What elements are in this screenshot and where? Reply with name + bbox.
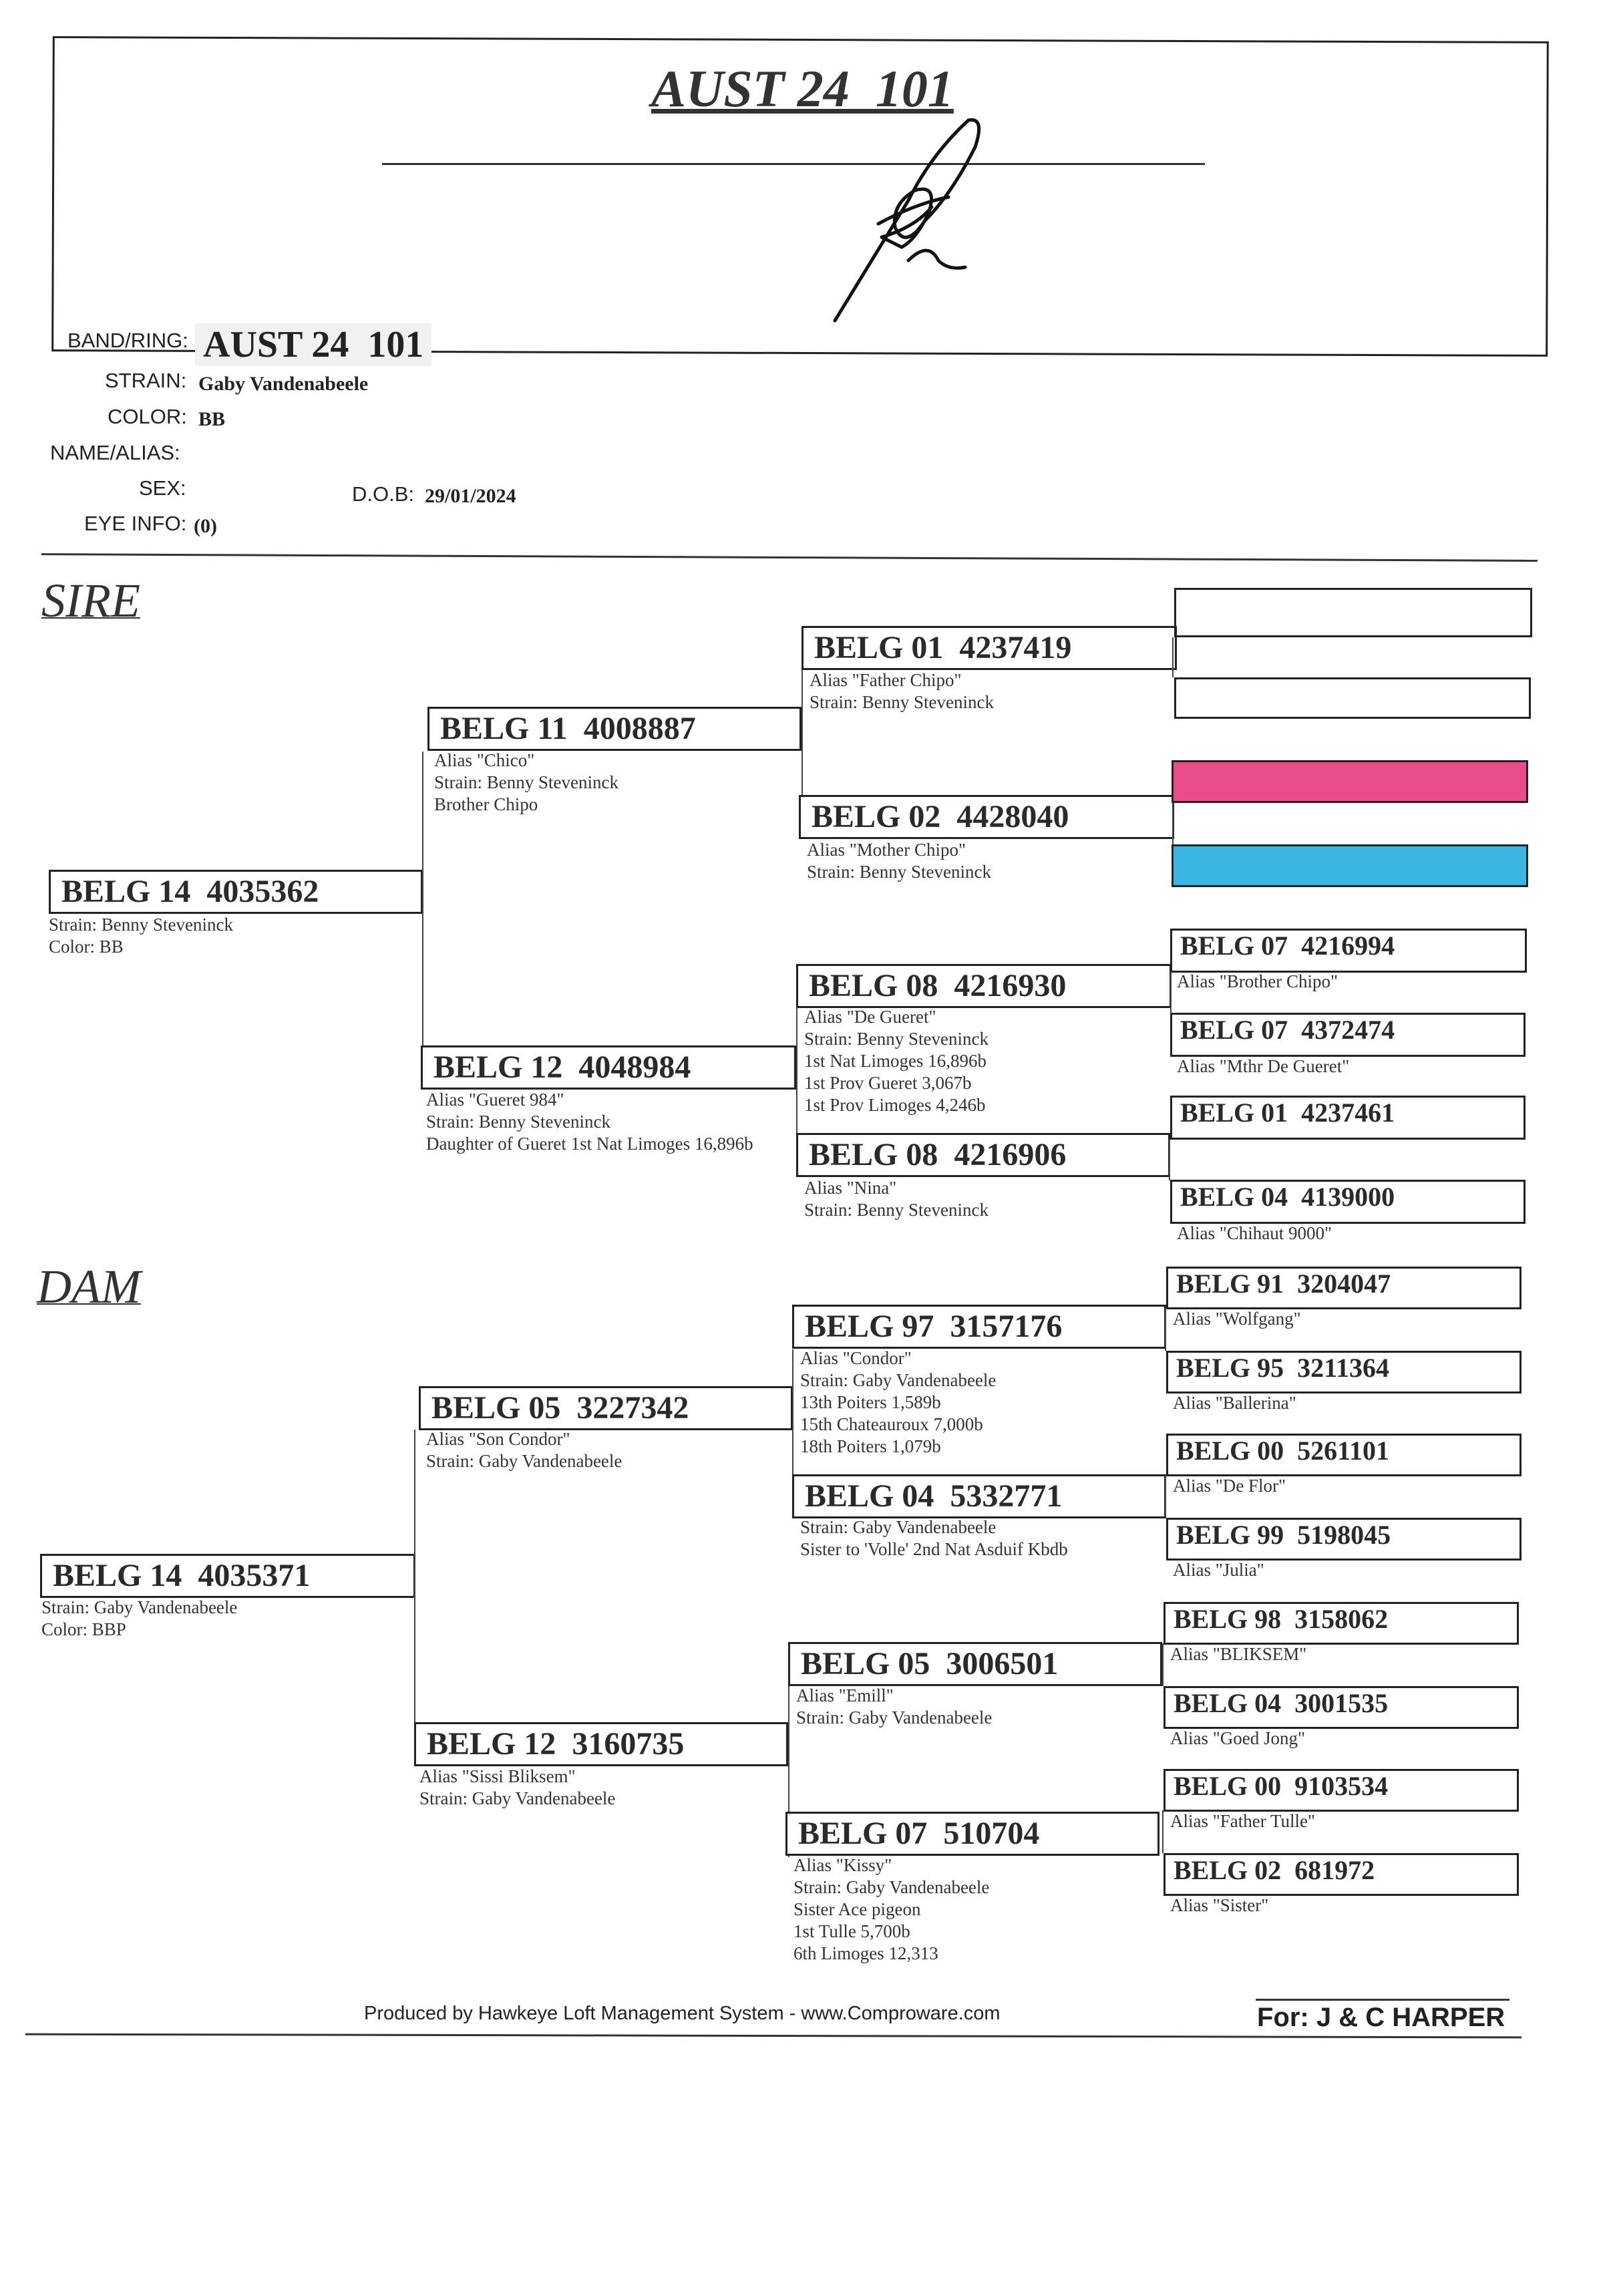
dam-dam-sire-dam-info: Alias "Goed Jong" — [1170, 1728, 1306, 1748]
dam-sire-sire-dam-info: Alias "Ballerina" — [1173, 1393, 1296, 1413]
pedigree-connector — [1165, 1475, 1166, 1518]
dam-sire-sire-sire-ring-box: BELG 91 3204047 — [1166, 1267, 1522, 1309]
dam-sire-sire-sire-info: Alias "Wolfgang" — [1173, 1309, 1301, 1329]
sire-section-label: SIRE — [41, 574, 140, 627]
pedigree-connector — [1162, 1643, 1164, 1686]
footer-for-overline — [1256, 1999, 1509, 2001]
band-value: AUST 24 101 — [195, 323, 431, 366]
color-label: COLOR: — [108, 405, 187, 428]
sire-dam-ring-box: BELG 12 4048984 — [421, 1045, 796, 1090]
dam-sire-dam-sire-info: Alias "De Flor" — [1173, 1476, 1286, 1496]
sire-ring-box: BELG 14 4035362 — [49, 870, 423, 914]
pedigree-connector — [1172, 637, 1174, 677]
eye-info-label: EYE INFO: — [84, 512, 187, 535]
sire-sire-sire-info: Alias "Father Chipo" Strain: Benny Steveninck — [810, 670, 994, 712]
sire-dam-dam-dam-ring-box: BELG 04 4139000 — [1170, 1180, 1526, 1224]
dam-ring-box: BELG 14 4035371 — [40, 1554, 415, 1598]
dam-sire-dam-info: Strain: Gaby Vandenabeele Sister to 'Volle' 2nd Nat Asduif Kbdb — [800, 1517, 1068, 1559]
sire-sire-dam-ring-box: BELG 02 4428040 — [799, 795, 1174, 839]
sire-dam-sire-dam-info: Alias "Mthr De Gueret" — [1177, 1056, 1350, 1076]
sire-dam-sire-sire-info: Alias "Brother Chipo" — [1177, 971, 1338, 991]
dam-bracket — [414, 1430, 415, 1764]
sire-dam-info: Alias "Gueret 984" Strain: Benny Steveninck Daughter of Gueret 1st Nat Limoges 16,896b — [426, 1090, 753, 1154]
footer-produced-by: Produced by Hawkeye Loft Management System - www.Comproware.com — [364, 2003, 1001, 2024]
dam-dam-sire-ring-box: BELG 05 3006501 — [788, 1642, 1162, 1686]
footer-for-client: For: J & C HARPER — [1257, 2003, 1505, 2032]
sire-sire-sire-dam-box — [1174, 677, 1531, 719]
sex-label: SEX: — [139, 476, 186, 500]
band-label: BAND/RING: — [67, 329, 188, 352]
header-ring-title: AUST 24 101 — [651, 59, 954, 118]
dam-dam-sire-info: Alias "Emill" Strain: Gaby Vandenabeele — [796, 1685, 993, 1728]
details-divider — [41, 553, 1538, 562]
dam-dam-info: Alias "Sissi Bliksem" Strain: Gaby Vandenabeele — [419, 1766, 616, 1808]
dam-sire-ring-box: BELG 05 3227342 — [419, 1386, 793, 1430]
pedigree-connector — [1162, 1810, 1164, 1853]
sire-bracket — [422, 752, 423, 1055]
dam-section-label: DAM — [37, 1260, 141, 1313]
sire-sire-info: Alias "Chico" Strain: Benny Steveninck Brother Chipo — [434, 750, 618, 814]
dam-sire-dam-dam-info: Alias "Julia" — [1173, 1560, 1264, 1580]
dam-dam-dam-sire-info: Alias "Father Tulle" — [1170, 1811, 1316, 1831]
strain-value: Gaby Vandenabeele — [198, 373, 369, 395]
dam-dam-sire-sire-info: Alias "BLIKSEM" — [1170, 1644, 1307, 1664]
dam-sire-dam-sire-ring-box: BELG 00 5261101 — [1166, 1434, 1522, 1476]
sire-dam-sire-info: Alias "De Gueret" Strain: Benny Steveninck 1st Nat Limoges 16,896b 1st Prov Gueret 3,067b 1st Prov Limoges 4,246b — [804, 1007, 989, 1115]
sire-dam-dam-ring-box: BELG 08 4216906 — [796, 1133, 1170, 1177]
sire-sire-sire-ring-box: BELG 01 4237419 — [801, 626, 1177, 670]
sire-info: Strain: Benny Steveninck Color: BB — [49, 915, 233, 957]
footer-divider — [25, 2033, 1522, 2039]
blue-color-bar — [1172, 844, 1528, 887]
dam-dam-dam-ring-box: BELG 07 510704 — [785, 1812, 1159, 1856]
signature-graphic — [815, 107, 1015, 334]
pedigree-connector — [1172, 802, 1174, 844]
sire-dam-dam-info: Alias "Nina" Strain: Benny Steveninck — [804, 1178, 989, 1220]
sire-sire-sire-sire-box — [1174, 588, 1532, 637]
dam-dam-dam-dam-ring-box: BELG 02 681972 — [1164, 1853, 1519, 1896]
pedigree-connector — [1165, 1308, 1166, 1351]
dam-sire-dam-ring-box: BELG 04 5332771 — [792, 1474, 1166, 1518]
eye-info-value: (0) — [194, 515, 217, 537]
dam-sire-info: Alias "Son Condor" Strain: Gaby Vandenabeele — [426, 1429, 622, 1471]
dam-dam-dam-dam-info: Alias "Sister" — [1170, 1895, 1269, 1915]
sire-dam-dam-sire-ring-box: BELG 01 4237461 — [1170, 1096, 1526, 1140]
dam-sire-sire-info: Alias "Condor" Strain: Gaby Vandenabeele 13th Poiters 1,589b 15th Chateauroux 7,000b 18th Poiters 1,079b — [800, 1348, 997, 1456]
sire-sire-ring-box: BELG 11 4008887 — [427, 707, 801, 751]
dam-dam-dam-sire-ring-box: BELG 00 9103534 — [1164, 1769, 1519, 1812]
pedigree-connector — [1170, 972, 1172, 1013]
sire-dam-sire-sire-ring-box: BELG 07 4216994 — [1170, 929, 1527, 973]
dam-sire-dam-dam-ring-box: BELG 99 5198045 — [1166, 1518, 1522, 1561]
sire-sire-dam-info: Alias "Mother Chipo" Strain: Benny Steveninck — [807, 840, 991, 882]
dam-dam-sire-dam-ring-box: BELG 04 3001535 — [1164, 1686, 1519, 1729]
dam-dam-ring-box: BELG 12 3160735 — [414, 1722, 788, 1766]
dam-dam-dam-info: Alias "Kissy" Strain: Gaby Vandenabeele Sister Ace pigeon 1st Tulle 5,700b 6th Limoges 12,313 — [793, 1855, 990, 1963]
sire-dam-sire-dam-ring-box: BELG 07 4372474 — [1170, 1013, 1526, 1057]
strain-label: STRAIN: — [105, 369, 187, 392]
sire-dam-dam-dam-info: Alias "Chihaut 9000" — [1177, 1223, 1332, 1243]
pink-color-bar — [1172, 760, 1528, 803]
dam-info: Strain: Gaby Vandenabeele Color: BBP — [41, 1597, 238, 1639]
name-alias-label: NAME/ALIAS: — [50, 441, 180, 464]
dam-sire-sire-dam-ring-box: BELG 95 3211364 — [1166, 1351, 1522, 1393]
color-value: BB — [198, 408, 226, 430]
header-signature-line — [382, 163, 1205, 165]
sire-dam-sire-ring-box: BELG 08 4216930 — [796, 964, 1172, 1008]
dam-dam-sire-sire-ring-box: BELG 98 3158062 — [1164, 1602, 1519, 1645]
dob-value: 29/01/2024 — [425, 485, 516, 507]
pedigree-connector — [1169, 1139, 1170, 1180]
dob-label: D.O.B: — [352, 482, 415, 506]
dam-sire-sire-ring-box: BELG 97 3157176 — [792, 1305, 1166, 1349]
